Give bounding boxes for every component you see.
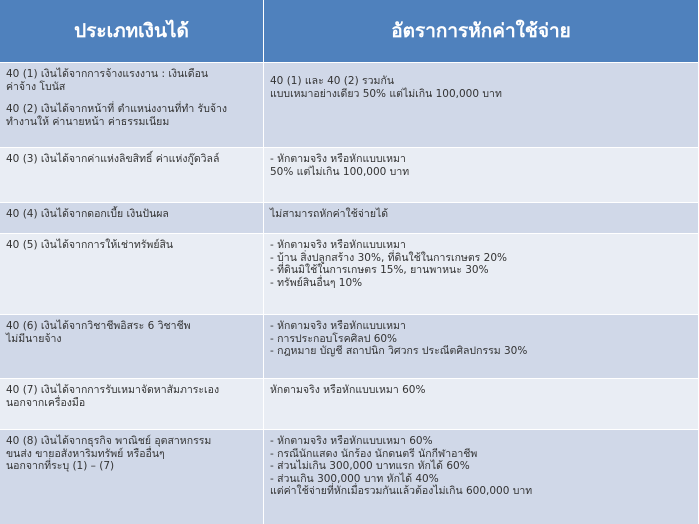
row-5-deduction-item: - หักตามจริง หรือหักแบบเหมา (270, 320, 406, 332)
row-3-deduction (264, 202, 699, 233)
row-3-deduction-text: ไม่สามารถหักค่าใช้จ่ายได้ (270, 208, 389, 220)
row-1-deduction (264, 62, 699, 147)
row-3-income-line-1: 40 (4) เงินได้จากดอกเบี้ย เงินปันผล (6, 208, 169, 220)
row-4-income-line-1: 40 (5) เงินได้จากการให้เช่าทรัพย์สิน (6, 239, 174, 251)
header-income-type: ประเภทเงินได้ (0, 0, 264, 62)
row-4-deduction-item: - ทรัพย์สินอื่นๆ 10% (270, 276, 363, 289)
row-7-deduction-item: - หักตามจริง หรือหักแบบเหมา 60% (270, 435, 433, 447)
row-6-income-type (0, 378, 264, 429)
row-1-income-type (0, 62, 264, 147)
row-4-income-type (0, 233, 264, 314)
row-5-deduction-item: - การประกอบโรคศิลป 60% (270, 332, 398, 345)
row-2-deduction-item: - หักตามจริง หรือหักแบบเหมา 50% แต่ไม่เกิน 100,000 บาท (270, 153, 410, 178)
row-7-income-type (0, 429, 264, 524)
row-1-income-line-1: 40 (1) เงินได้จากการจ้างแรงงาน : เงินเดือน ค่าจ้าง โบนัส (6, 68, 209, 93)
row-4-deduction-item: - บ้าน สิ่งปลูกสร้าง 30%, ที่ดินใช้ในการเกษตร 20% (270, 251, 507, 264)
row-5-income-line-1: 40 (6) เงินได้จากวิชาชีพอิสระ 6 วิชาชีพ ไม่มีนายจ้าง (6, 320, 191, 345)
row-2-income-line-1: 40 (3) เงินได้จากค่าแห่งลิขสิทธิ์ ค่าแห่งกู๊ดวิลล์ (6, 153, 220, 165)
row-4-deduction-item: - ที่ดินมิใช้ในการเกษตร 15%, ยานพาหนะ 30% (270, 264, 489, 276)
row-6-deduction (264, 378, 699, 429)
row-4-deduction-item: - หักตามจริง หรือหักแบบเหมา (270, 239, 406, 251)
row-2-deduction (264, 147, 699, 202)
row-5-income-type (0, 314, 264, 378)
row-5-deduction (264, 314, 699, 378)
row-7-deduction (264, 429, 699, 524)
row-4-deduction (264, 233, 699, 314)
row-7-income-line-1: 40 (8) เงินได้จากธุรกิจ พาณิชย์ อุตสาหกรรม ขนส่ง ขายอสังหาริมทรัพย์ หรืออื่นๆ นอกจากที่ระบุ (1) – (7) (6, 435, 212, 472)
row-7-deduction-item: - ส่วนเกิน 300,000 บาท หักได้ 40% แต่ค่าใช้จ่ายที่หักเมื่อรวมกันแล้วต้องไม่เกิน 600,000 บาท (270, 472, 533, 497)
row-1-income-line-2: 40 (2) เงินได้จากหน้าที่ ตำแหน่งงานที่ทำ รับจ้าง ทำงานให้ ค่านายหน้า ค่าธรรมเนียม (6, 103, 228, 128)
row-1-deduction-text: 40 (1) และ 40 (2) รวมกัน แบบเหมาอย่างเดียว 50% แต่ไม่เกิน 100,000 บาท (270, 75, 502, 100)
row-7-deduction-item: - กรณีนักแสดง นักร้อง นักดนตรี นักกีฬาอาชีพ (270, 447, 478, 460)
row-3-income-type (0, 202, 264, 233)
header-deduction-rate: อัตราการหักค่าใช้จ่าย (264, 0, 699, 62)
row-7-deduction-item: - ส่วนไม่เกิน 300,000 บาทแรก หักได้ 60% (270, 460, 470, 472)
row-6-deduction-text: หักตามจริง หรือหักแบบเหมา 60% (270, 384, 426, 396)
row-5-deduction-item: - กฎหมาย บัญชี สถาปนิก วิศวกร ประณีตศิลปกรรม 30% (270, 345, 528, 357)
row-6-income-line-1: 40 (7) เงินได้จากการรับเหมาจัดหาสัมภาระเอง นอกจากเครื่องมือ (6, 384, 220, 409)
row-2-income-type (0, 147, 264, 202)
